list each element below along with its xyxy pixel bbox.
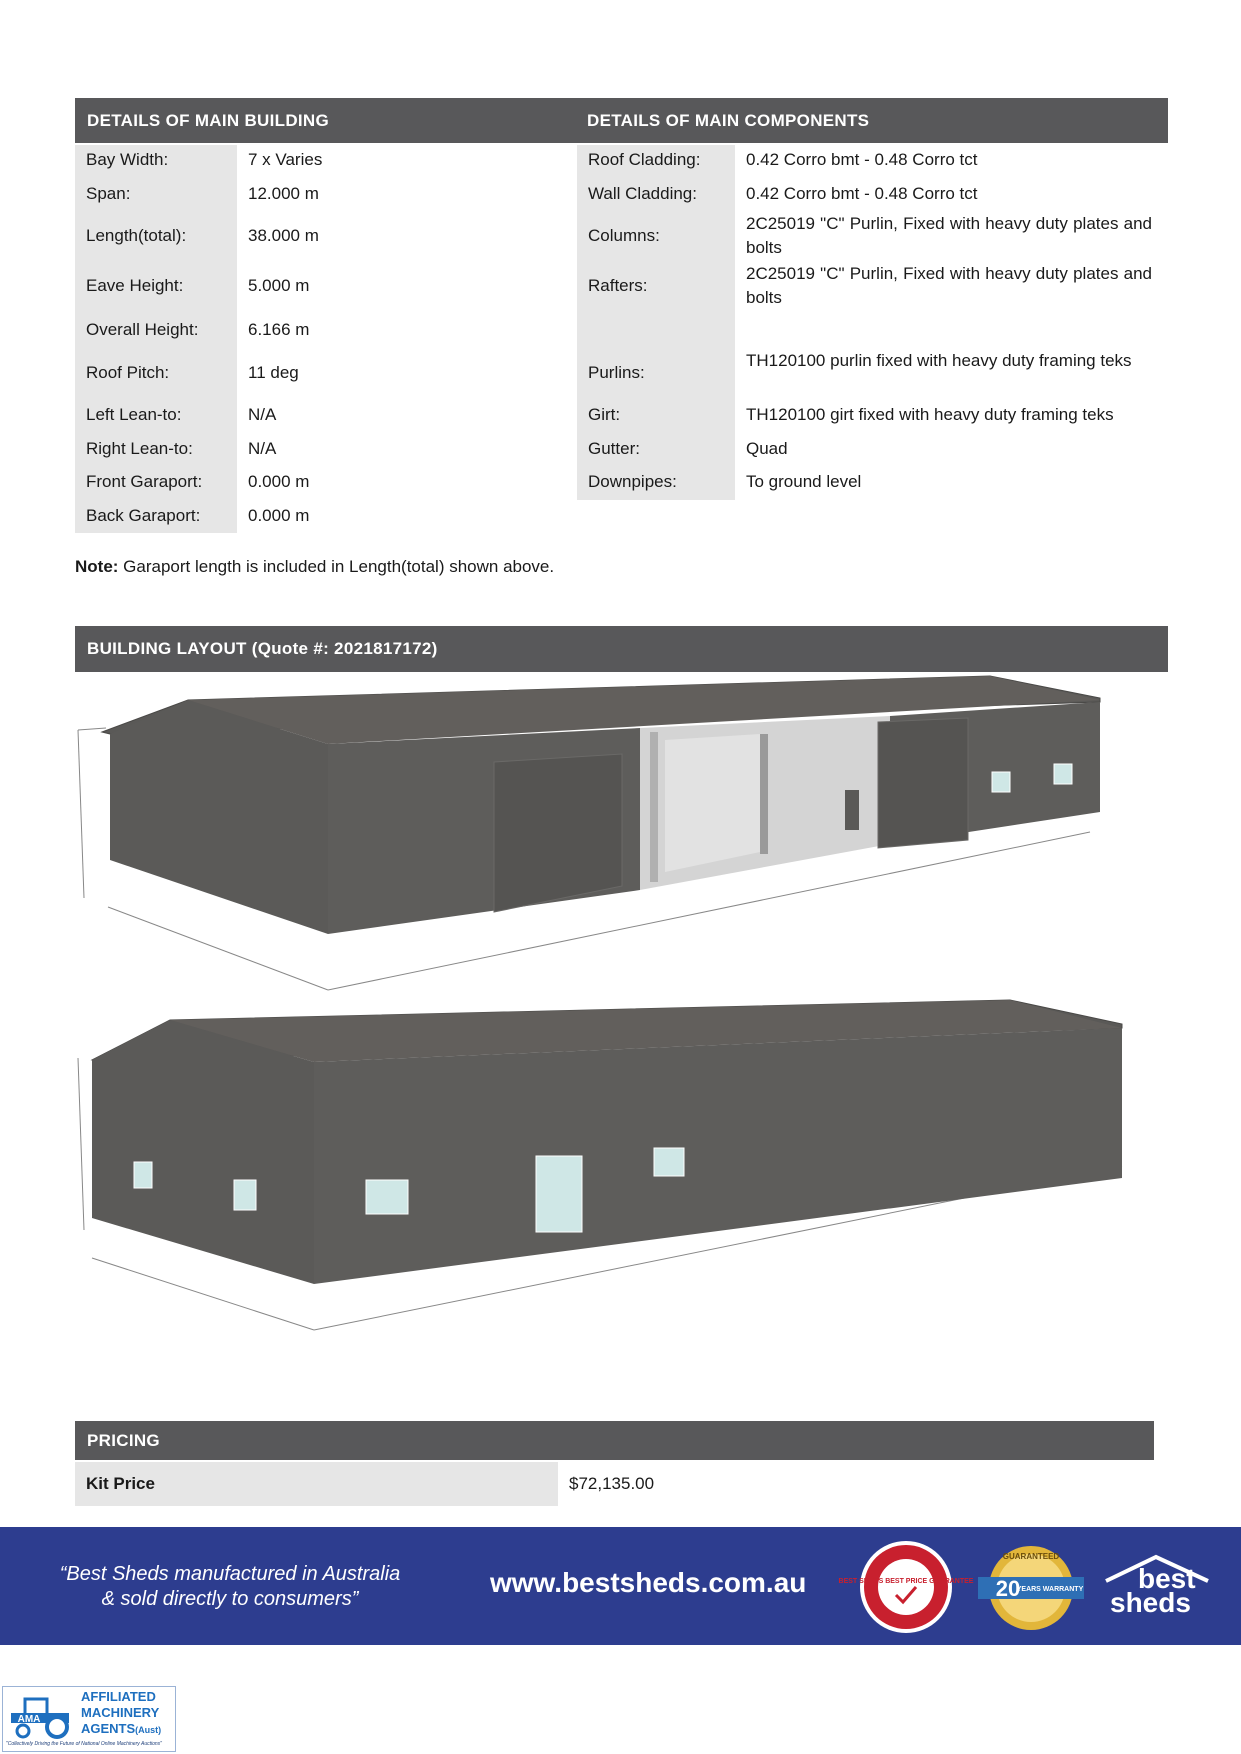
main-components-value: 0.42 Corro bmt - 0.48 Corro tct xyxy=(746,150,978,169)
main-components-label: Downpipes: xyxy=(588,472,677,491)
main-building-label: Right Lean-to: xyxy=(86,439,193,458)
main-components-value: To ground level xyxy=(746,472,862,491)
main-building-label: Back Garaport: xyxy=(86,506,201,525)
building-layout-title: BUILDING LAYOUT (Quote #: 2021817172) xyxy=(87,639,438,658)
warranty-ring-text: GUARANTEED xyxy=(1002,1552,1060,1561)
banner-tagline xyxy=(30,1562,430,1612)
main-building-label: Left Lean-to: xyxy=(86,405,182,424)
kit-price-label: Kit Price xyxy=(86,1474,155,1493)
building-layout-header xyxy=(75,626,1168,672)
seal-text: BEST SHEDS BEST PRICE GUARANTEE xyxy=(838,1578,974,1585)
main-building-label: Eave Height: xyxy=(86,276,184,295)
main-building-value: 6.166 m xyxy=(248,320,310,339)
main-building-value: 5.000 m xyxy=(248,276,310,295)
tractor-icon xyxy=(7,1693,77,1739)
main-building-value: 7 x Varies xyxy=(248,150,323,169)
main-components-label: Gutter: xyxy=(588,439,640,458)
warranty-years: 20 xyxy=(995,1576,1021,1601)
main-building-label: Length(total): xyxy=(86,226,187,245)
main-components-label: Columns: xyxy=(588,226,660,245)
shed-render-front xyxy=(70,672,1170,1002)
note-label: Note: xyxy=(75,557,119,576)
main-building-value: 0.000 m xyxy=(248,472,310,491)
ama-line-3: AGENTS xyxy=(81,1721,136,1736)
main-components-value: Quad xyxy=(746,439,788,458)
details-header-bar xyxy=(75,98,1168,143)
logo-line-2: sheds xyxy=(1110,1587,1191,1618)
main-building-value: 0.000 m xyxy=(248,506,310,525)
main-components-label: Rafters: xyxy=(588,276,648,295)
main-components-label: Wall Cladding: xyxy=(588,184,697,203)
main-components-value: 0.42 Corro bmt - 0.48 Corro tct xyxy=(746,184,978,203)
logo-line-1: best xyxy=(1138,1563,1196,1594)
main-building-label: Bay Width: xyxy=(86,150,169,169)
main-components-label: Girt: xyxy=(588,405,621,424)
main-components-value: TH120100 girt fixed with heavy duty framing teks xyxy=(746,405,1114,424)
main-building-header: DETAILS OF MAIN BUILDING xyxy=(87,110,330,130)
ama-logo xyxy=(2,1686,176,1752)
note-text: Garaport length is included in Length(total) shown above. xyxy=(118,557,555,576)
main-building-value: N/A xyxy=(248,439,277,458)
ama-line-1: AFFILIATED xyxy=(81,1689,156,1704)
ama-slogan: "Collectively Driving the Future of National Online Machinery Auctions" xyxy=(6,1741,162,1747)
kit-price-value: $72,135.00 xyxy=(569,1474,655,1493)
main-building-label: Span: xyxy=(86,184,131,203)
main-building-value: 11 deg xyxy=(248,363,299,382)
pricing-header xyxy=(75,1421,1154,1460)
garaport-note xyxy=(75,557,554,577)
main-building-value: 12.000 m xyxy=(248,184,319,203)
price-guarantee-seal-icon xyxy=(838,1539,974,1635)
pricing-title: PRICING xyxy=(87,1430,160,1450)
main-building-label: Roof Pitch: xyxy=(86,363,170,382)
bestsheds-logo xyxy=(1098,1553,1218,1619)
ama-line-3-suffix: (Aust) xyxy=(135,1725,162,1735)
main-building-label: Overall Height: xyxy=(86,320,199,339)
bestsheds-banner xyxy=(0,1527,1241,1645)
ama-line-2: MACHINERY xyxy=(81,1705,160,1720)
main-building-label: Front Garaport: xyxy=(86,472,203,491)
ama-abbr: AMA xyxy=(17,1714,41,1725)
warranty-label: YEARS WARRANTY xyxy=(1016,1586,1084,1593)
main-components-header: DETAILS OF MAIN COMPONENTS xyxy=(587,110,870,130)
tagline-line-2: & sold directly to consumers” xyxy=(101,1588,359,1610)
main-components-value: 2C25019 "C" Purlin, Fixed with heavy duty plates and bolts xyxy=(746,214,1152,257)
main-building-value: N/A xyxy=(248,405,277,424)
main-components-label: Roof Cladding: xyxy=(588,150,701,169)
shed-render-rear xyxy=(70,1000,1170,1340)
main-components-value: TH120100 purlin fixed with heavy duty framing teks xyxy=(746,351,1132,370)
main-building-value: 38.000 m xyxy=(248,226,319,245)
tagline-line-1: “Best Sheds manufactured in Australia xyxy=(59,1563,401,1585)
main-components-value: 2C25019 "C" Purlin, Fixed with heavy duty plates and bolts xyxy=(746,264,1152,307)
warranty-badge-icon xyxy=(976,1543,1086,1633)
main-components-label: Purlins: xyxy=(588,363,645,382)
banner-url: www.bestsheds.com.au xyxy=(490,1567,807,1598)
